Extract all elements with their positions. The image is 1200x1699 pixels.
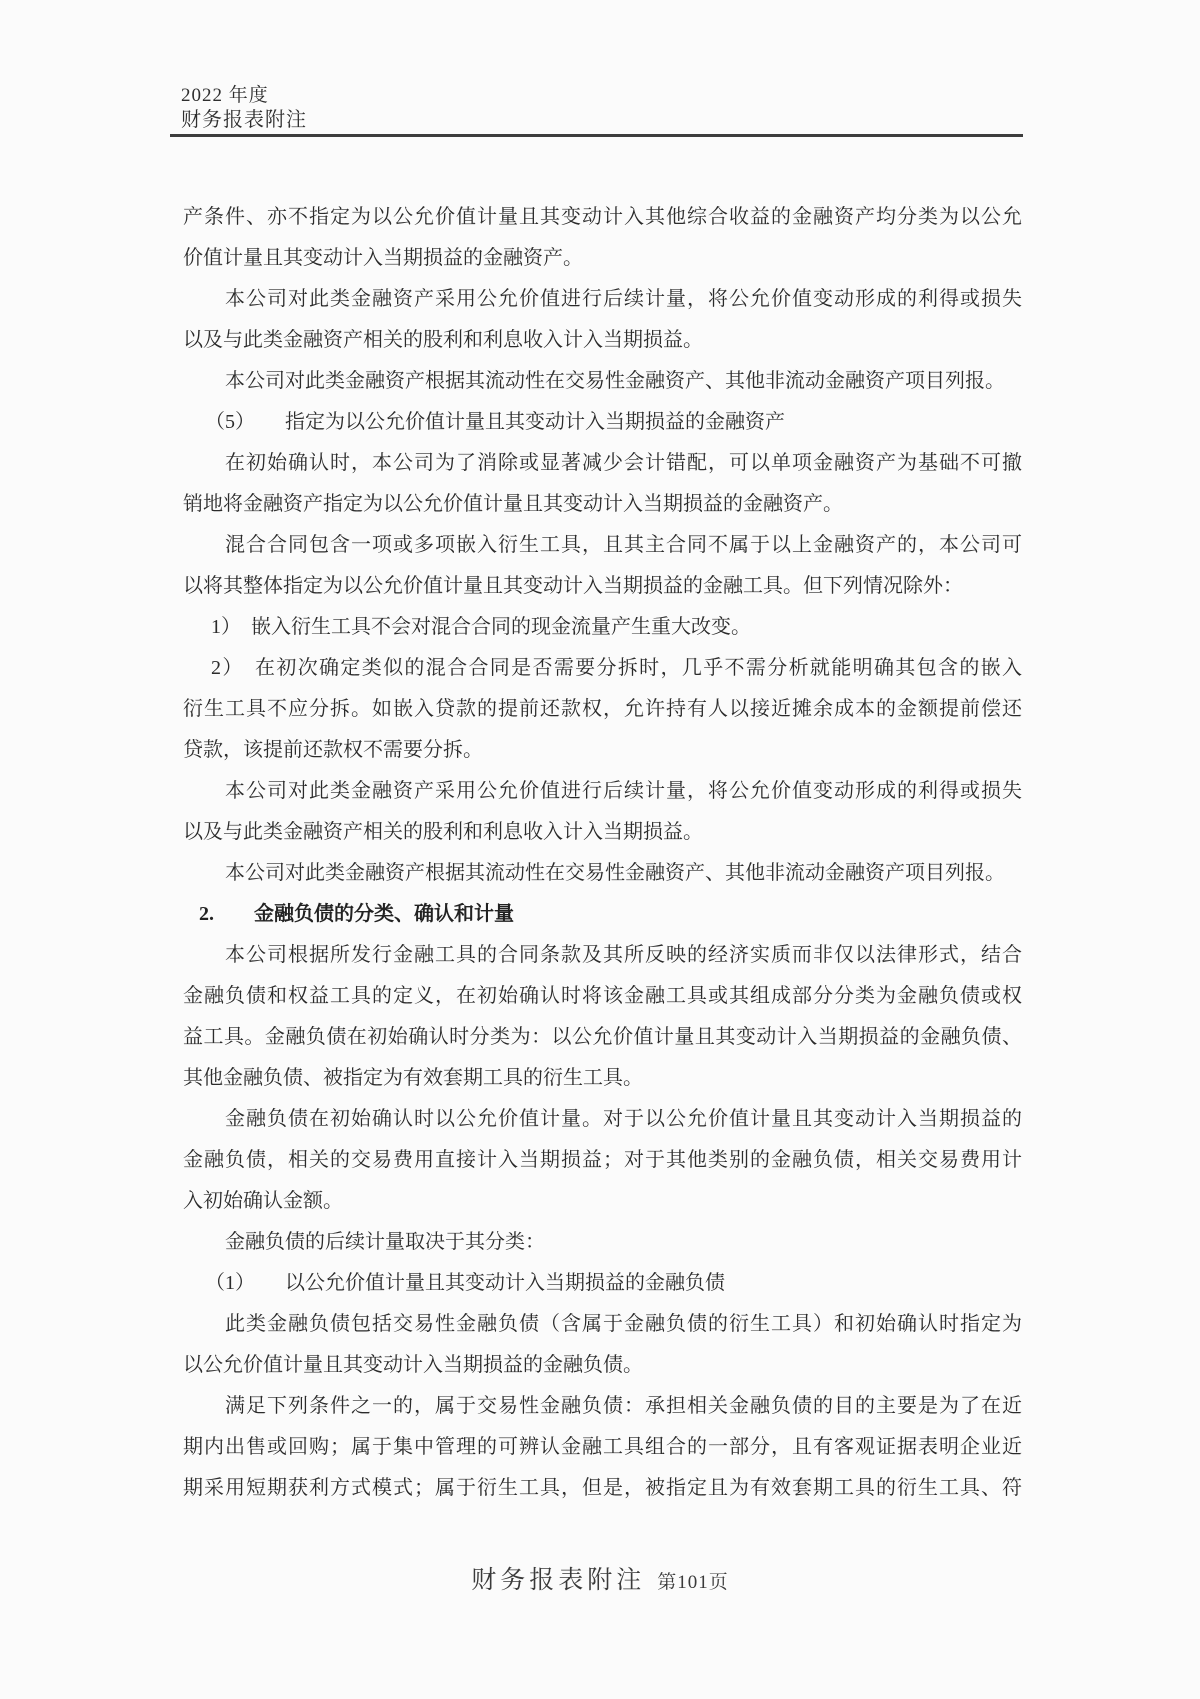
text-line: 金融负债，相关的交易费用直接计入当期损益；对于其他类别的金融负债，相关交易费用计 [183,1149,1022,1171]
text-line: 2. 金融负债的分类、确认和计量 [199,903,514,925]
body-text [183,197,1022,1509]
text-line: 价值计量且其变动计入当期损益的金融资产。 [183,247,583,269]
text-line: 销地将金融资产指定为以公允价值计量且其变动计入当期损益的金融资产。 [183,493,843,515]
text-line: 本公司根据所发行金融工具的合同条款及其所反映的经济实质而非仅以法律形式，结合 [225,944,1022,966]
footer-title: 财务报表附注 [471,1567,646,1594]
text-line: 2） 在初次确定类似的混合合同是否需要分拆时，几乎不需分析就能明确其包含的嵌入 [211,657,1022,679]
text-line: 混合合同包含一项或多项嵌入衍生工具，且其主合同不属于以上金融资产的，本公司可 [225,534,1022,556]
text-line: 本公司对此类金融资产采用公允价值进行后续计量，将公允价值变动形成的利得或损失 [225,288,1022,310]
text-line: 贷款，该提前还款权不需要分拆。 [183,739,483,761]
text-line: 衍生工具不应分拆。如嵌入贷款的提前还款权，允许持有人以接近摊余成本的金额提前偿还 [183,698,1022,720]
text-line: 此类金融负债包括交易性金融负债（含属于金融负债的衍生工具）和初始确认时指定为 [225,1313,1022,1335]
text-line: 在初始确认时，本公司为了消除或显著减少会计错配，可以单项金融资产为基础不可撤 [225,452,1022,474]
text-line: 期内出售或回购；属于集中管理的可辨认金融工具组合的一部分，且有客观证据表明企业近 [183,1436,1022,1458]
text-line: 以公允价值计量且其变动计入当期损益的金融负债。 [183,1354,643,1376]
text-line: （5） 指定为以公允价值计量且其变动计入当期损益的金融资产 [205,411,785,433]
header-doc-title: 财务报表附注 [181,109,307,131]
text-line: 本公司对此类金融资产根据其流动性在交易性金融资产、其他非流动金融资产项目列报。 [225,862,1005,884]
text-line: 金融负债和权益工具的定义，在初始确认时将该金融工具或其组成部分分类为金融负债或权 [183,985,1022,1007]
text-line: 期采用短期获利方式模式；属于衍生工具，但是，被指定且为有效套期工具的衍生工具、符 [183,1477,1022,1499]
text-line: 以及与此类金融资产相关的股利和利息收入计入当期损益。 [183,821,703,843]
text-line: 满足下列条件之一的，属于交易性金融负债：承担相关金融负债的目的主要是为了在近 [225,1395,1022,1417]
text-line: 益工具。金融负债在初始确认时分类为：以公允价值计量且其变动计入当期损益的金融负债、 [183,1026,1022,1048]
text-line: 金融负债在初始确认时以公允价值计量。对于以公允价值计量且其变动计入当期损益的 [225,1108,1022,1130]
text-line: 以将其整体指定为以公允价值计量且其变动计入当期损益的金融工具。但下列情况除外： [183,575,963,597]
text-line: 其他金融负债、被指定为有效套期工具的衍生工具。 [183,1067,643,1089]
text-line: 1） 嵌入衍生工具不会对混合合同的现金流量产生重大改变。 [211,616,751,638]
page-header [181,84,307,133]
text-line: 产条件、亦不指定为以公允价值计量且其变动计入其他综合收益的金融资产均分类为以公允 [183,206,1022,228]
page-footer [0,1560,1200,1596]
header-year: 2022 年度 [181,85,269,106]
footer-page-number: 第101页 [657,1572,729,1593]
header-rule [170,134,1023,137]
text-line: 本公司对此类金融资产采用公允价值进行后续计量，将公允价值变动形成的利得或损失 [225,780,1022,802]
text-line: 本公司对此类金融资产根据其流动性在交易性金融资产、其他非流动金融资产项目列报。 [225,370,1005,392]
text-line: 入初始确认金额。 [183,1190,343,1212]
text-line: （1） 以公允价值计量且其变动计入当期损益的金融负债 [205,1272,725,1294]
text-line: 金融负债的后续计量取决于其分类： [225,1231,545,1253]
text-line: 以及与此类金融资产相关的股利和利息收入计入当期损益。 [183,329,703,351]
